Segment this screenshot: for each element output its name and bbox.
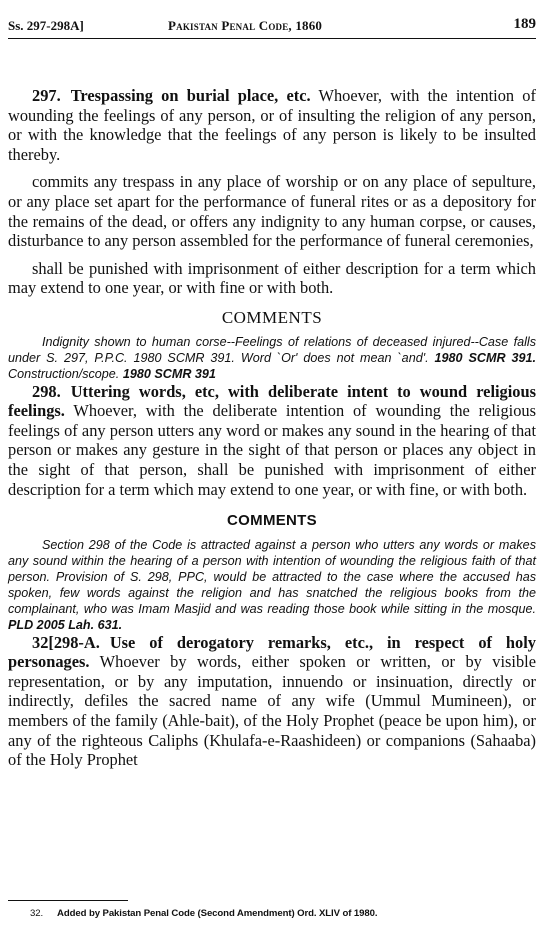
comments-heading-2: COMMENTS: [227, 512, 317, 530]
section-298-number: 298.: [32, 381, 61, 401]
section-297-number: 297.: [32, 86, 61, 105]
comments-1-cite-b: 1980 SCMR 391: [122, 366, 216, 381]
section-297: [8, 86, 536, 298]
comments-1-text-a: Indignity shown to human corse--Feelings of relations of deceased injured--Case falls under S. 297, P.P.C. 1980 SCMR 391. Word `Or' does not mean `and'.: [8, 334, 536, 365]
section-298: [8, 382, 536, 500]
footnote: [30, 908, 536, 919]
section-298a: [8, 633, 536, 770]
comments-heading-1: COMMENTS: [221, 307, 323, 327]
comments-2-body: Section 298 of the Code is attracted against a person who utters any words or makes any sound within the hearing of a person with intention of wounding the religious faith of that person. Provision of S. 298, PPC, would be attracted to the case where the accused has spoken, few words against the religion and has snatched the religious books from the complainant, who was Imam Masjid and was reading those book while sitting in the mosque.: [8, 537, 536, 616]
footnote-number: 32.: [30, 908, 44, 919]
section-297-heading: Trespassing on burial place, etc.: [70, 86, 311, 105]
comments-1-text-b: Construction/scope.: [8, 366, 120, 381]
comments-1-text: [8, 334, 536, 382]
section-298a-text: Whoever by words, either spoken or written, or by visible representation, or by any imputation, innuendo or insinuation, directly or indirectly, defiles the sacred name of any wife (Ummul Mumineen), or members of the family (Ahle-bait), of the Holy Prophet (peace be upon him), or any of the righteous Caliphs (Khulafa-e-Raashideen) or companions (Sahaaba) of the Holy Prophet: [8, 652, 536, 770]
section-298a-number: 32[298-A.: [32, 632, 100, 652]
section-298-heading: Uttering words, etc, with deliberate intent to wound religious feelings.: [8, 381, 536, 421]
section-298a-para: [8, 633, 536, 770]
running-header: [8, 16, 536, 39]
page-body: [8, 86, 536, 770]
section-298-para: [8, 382, 536, 500]
section-297-para-3: shall be punished with imprisonment of either description for a term which may extend to one year, or with fine or with both.: [8, 258, 536, 298]
page-number: 189: [513, 16, 536, 32]
footnote-text: Added by Pakistan Penal Code (Second Amendment) Ord. XLIV of 1980.: [57, 908, 378, 919]
section-297-para-1: [8, 86, 536, 164]
section-297-text-1: Whoever, with the intention of wounding the feelings of any person, or of insulting the religion of any person, or with the knowledge that the feelings of any person is likely to be insulted thereby.: [8, 86, 536, 164]
comments-1-cite-a: 1980 SCMR 391.: [434, 350, 537, 365]
footnote-divider: [8, 900, 128, 901]
comments-2-text: [8, 537, 536, 633]
section-298a-heading: Use of derogatory remarks, etc., in respect of holy personages.: [8, 632, 536, 672]
section-298-text: Whoever, with the deliberate intention of wounding the religious feelings of any person utters any word or makes any sound in the hearing of that person or makes any gesture in the sight of that person or places any object in the sight of that person, shall be punished with imprisonment of either description for a term which may extend to one year, or with fine, or with both.: [8, 401, 536, 499]
header-section-ref: Ss. 297-298A]: [8, 18, 84, 33]
header-title: Pakistan Penal Code, 1860: [168, 18, 323, 33]
section-297-para-2: commits any trespass in any place of worship or on any place of sepulture, or any place set apart for the performance of funeral rites or as a depository for the remains of the dead, or offers any indignity to any human corpse, or causes, disturbance to any person assembled for the performance of funeral ceremonies,: [8, 172, 536, 251]
comments-2-cite: PLD 2005 Lah. 631.: [8, 617, 123, 632]
